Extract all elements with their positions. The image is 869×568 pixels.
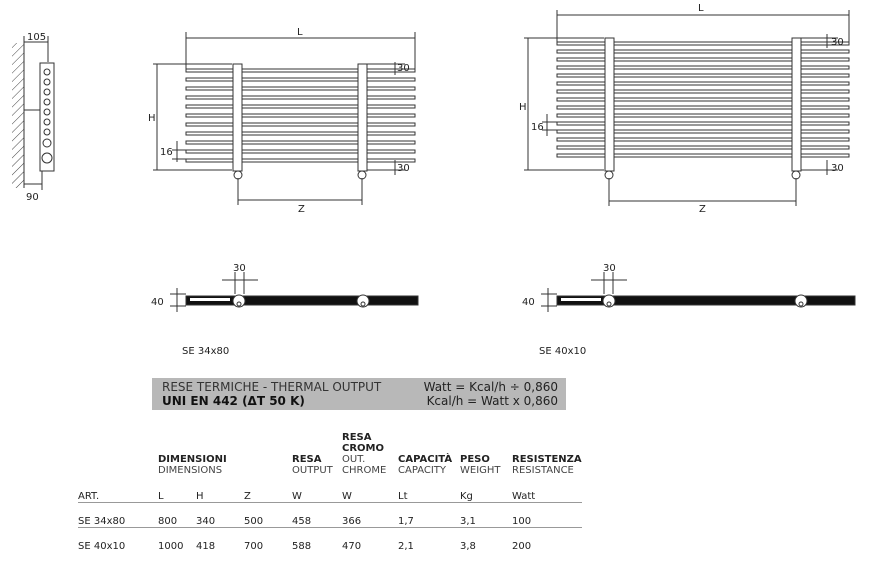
table-cell: SE 40x10 [78, 528, 158, 553]
top-right-offset: 30 [603, 263, 616, 274]
table-cell: 500 [244, 503, 292, 528]
table-cell: 1000 [158, 528, 196, 553]
thermal-output-banner [152, 378, 566, 410]
table-cell: 1,7 [398, 503, 460, 528]
unit-cell: H [196, 491, 204, 502]
table-cell: 2,1 [398, 528, 460, 553]
top-view-right [541, 272, 855, 312]
front-left-Z: Z [298, 204, 305, 215]
top-right-depth: 40 [522, 297, 535, 308]
unit-cell: Z [244, 491, 251, 502]
front-right-top-offset: 30 [831, 37, 844, 48]
table-row [78, 503, 582, 528]
table-cell: 588 [292, 528, 342, 553]
header-resistance: RESISTENZA RESISTANCE [512, 454, 582, 476]
top-view-left [170, 272, 418, 312]
table-cell: 3,8 [460, 528, 512, 553]
table-cell: SE 34x80 [78, 503, 158, 528]
caption-se-40x10: SE 40x10 [539, 346, 587, 357]
front-right-H: H [519, 102, 527, 113]
header-weight: PESO WEIGHT [460, 454, 501, 476]
unit-cell: W [342, 491, 352, 502]
table-cell: 800 [158, 503, 196, 528]
banner-formula-watt: Watt = Kcal/h ÷ 0,860 [423, 380, 558, 394]
side-bottom-dim: 90 [26, 192, 39, 203]
front-left-L: L [297, 27, 303, 38]
front-right-bottom-offset: 30 [831, 163, 844, 174]
front-left-bottom-offset: 30 [397, 163, 410, 174]
front-view-right [524, 10, 849, 206]
front-view-left [153, 32, 415, 205]
unit-cell: W [292, 491, 302, 502]
table-header-row [78, 432, 582, 476]
front-right-L: L [698, 3, 704, 14]
unit-cell: Kg [460, 491, 473, 502]
spec-table [78, 432, 582, 552]
table-cell: 3,1 [460, 503, 512, 528]
table-cell: 366 [342, 503, 398, 528]
side-view [12, 36, 54, 190]
table-cell: 700 [244, 528, 292, 553]
banner-formula-kcal: Kcal/h = Watt x 0,860 [426, 394, 558, 408]
header-output: RESA OUTPUT [292, 454, 333, 476]
table-cell: 470 [342, 528, 398, 553]
banner-title: RESE TERMICHE - THERMAL OUTPUT [162, 380, 382, 394]
front-left-H: H [148, 113, 156, 124]
table-row [78, 528, 582, 553]
header-capacity: CAPACITÀ CAPACITY [398, 454, 453, 476]
top-left-depth: 40 [151, 297, 164, 308]
caption-se-34x80: SE 34x80 [182, 346, 230, 357]
front-right-pitch: 16 [531, 122, 544, 133]
table-units-row [78, 476, 582, 503]
header-dimensions: DIMENSIONI DIMENSIONS [158, 454, 227, 476]
front-right-Z: Z [699, 204, 706, 215]
table-cell: 340 [196, 503, 244, 528]
top-left-offset: 30 [233, 263, 246, 274]
unit-cell: L [158, 491, 164, 502]
front-left-pitch: 16 [160, 147, 173, 158]
banner-standard: UNI EN 442 (ΔT 50 K) [162, 394, 305, 408]
table-cell: 458 [292, 503, 342, 528]
table-cell: 100 [512, 503, 582, 528]
side-top-dim: 105 [27, 32, 47, 43]
unit-cell: Watt [512, 491, 536, 502]
unit-cell: ART. [78, 491, 100, 502]
table-cell: 200 [512, 528, 582, 553]
table-cell: 418 [196, 528, 244, 553]
header-chrome-output: RESA CROMO OUT. CHROME [342, 432, 387, 476]
unit-cell: Lt [398, 491, 408, 502]
front-left-top-offset: 30 [397, 63, 410, 74]
